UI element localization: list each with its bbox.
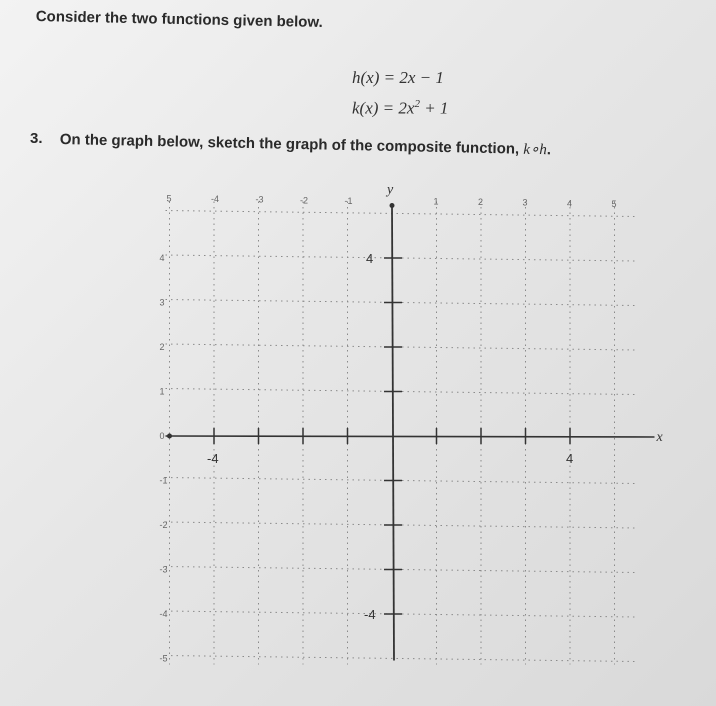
function-k-tail: + 1 — [419, 98, 449, 118]
faint-top-label: -3 — [255, 194, 264, 205]
faint-top-label: -1 — [344, 195, 353, 206]
intro-text: Consider the two functions given below. — [35, 8, 323, 32]
question-period: . — [546, 141, 552, 159]
faint-top-label: -2 — [300, 195, 309, 206]
faint-side-label: 3 — [159, 297, 165, 308]
faint-side-label: 1 — [159, 386, 165, 397]
faint-side-label: 0 — [159, 431, 165, 441]
y-tick-label-4: 4 — [366, 251, 374, 266]
y-axis — [392, 206, 394, 661]
grid-lines — [166, 202, 635, 665]
function-k-base: k(x) = 2x — [352, 98, 415, 118]
x-axis-label: x — [656, 430, 663, 445]
question-number: 3. — [30, 130, 43, 147]
y-axis-top-dot — [390, 203, 395, 208]
faint-top-label: 3 — [522, 197, 528, 208]
x-tick-label-neg4: -4 — [207, 451, 219, 466]
faint-top-label: 5 — [611, 198, 617, 209]
origin-edge-dot — [167, 434, 172, 439]
grid-line-horizontal — [166, 211, 635, 217]
faint-top-label: 1 — [433, 196, 439, 207]
faint-side-label: 2 — [159, 342, 165, 352]
faint-side-label: -2 — [159, 520, 168, 530]
faint-top-label: -4 — [211, 194, 220, 205]
x-axis — [166, 436, 655, 437]
faint-side-label: -1 — [159, 475, 168, 486]
faint-top-label: 4 — [567, 198, 573, 209]
faint-grid-labels — [160, 194, 617, 664]
y-tick-label-neg4: -4 — [364, 607, 376, 622]
faint-top-label: 5 — [166, 193, 172, 204]
x-tick-label-4: 4 — [566, 451, 574, 466]
faint-side-label: 4 — [159, 253, 165, 263]
faint-top-label: 2 — [478, 197, 484, 208]
question-body: On the graph below, sketch the graph of the composite function, — [59, 130, 524, 158]
faint-side-label: -4 — [159, 609, 168, 619]
function-h: h(x) = 2x − 1 — [352, 68, 444, 87]
faint-side-label: -3 — [159, 564, 168, 575]
grid-line-horizontal — [166, 656, 635, 662]
y-axis-label: y — [387, 182, 394, 198]
composite-function: k∘h — [523, 141, 548, 159]
function-k-exponent: 2 — [414, 98, 420, 110]
faint-side-label: -5 — [159, 653, 168, 664]
